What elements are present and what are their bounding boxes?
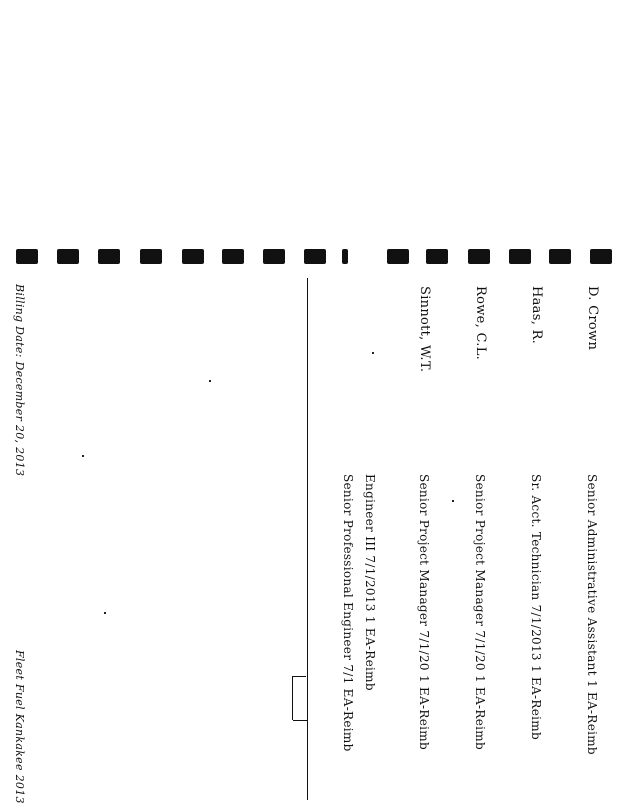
scan-speck: [104, 612, 106, 614]
marker-bar: [98, 249, 120, 264]
marker-bar: [509, 249, 531, 264]
marker-bar: [16, 249, 38, 264]
marker-bar: [549, 249, 571, 264]
column-marker-bars: [0, 244, 618, 270]
marker-bar: [263, 249, 285, 264]
marker-bar: [182, 249, 204, 264]
employee-name: Sinnott, W.T.: [417, 286, 432, 373]
employee-name: D. Crown: [585, 286, 600, 351]
employee-title-line: Senior Project Manager 7/1/20 1 EA-Reimb: [417, 474, 431, 750]
marker-bar: [140, 249, 162, 264]
marker-bar: [426, 249, 448, 264]
marker-bar: [468, 249, 490, 264]
marker-bar: [304, 249, 326, 264]
scan-speck: [82, 455, 84, 457]
marker-bar: [222, 249, 244, 264]
employee-title-line: Sr. Acct. Technician 7/1/2013 1 EA-Reimb: [529, 474, 543, 740]
vertical-rule: [307, 278, 308, 800]
employee-title-line: Engineer III 7/1/2013 1 EA-Reimb: [363, 474, 377, 691]
fleet-note: Fleet Fuel Kankakee 2013: [13, 650, 26, 804]
employee-title-line: Senior Professional Engineer 7/1 EA-Reimb: [341, 474, 355, 752]
scan-speck: [372, 352, 374, 354]
employee-title-line: Senior Administrative Assistant 1 EA-Reimb: [585, 474, 599, 755]
rule-tick: [292, 676, 306, 677]
marker-bar: [590, 249, 612, 264]
rule-tick: [292, 676, 293, 720]
marker-bar: [387, 249, 409, 264]
employee-title-line: Senior Project Manager 7/1/20 1 EA-Reimb: [473, 474, 487, 750]
scan-speck: [209, 380, 211, 382]
rule-tick: [293, 720, 307, 721]
employee-name: Rowe, C.L.: [473, 286, 488, 361]
marker-bar: [57, 249, 79, 264]
scan-speck: [452, 500, 454, 502]
marker-bar: [342, 249, 348, 264]
billing-date: Billing Date: December 20, 2013: [13, 284, 26, 477]
employee-name: Haas, R.: [529, 286, 544, 345]
